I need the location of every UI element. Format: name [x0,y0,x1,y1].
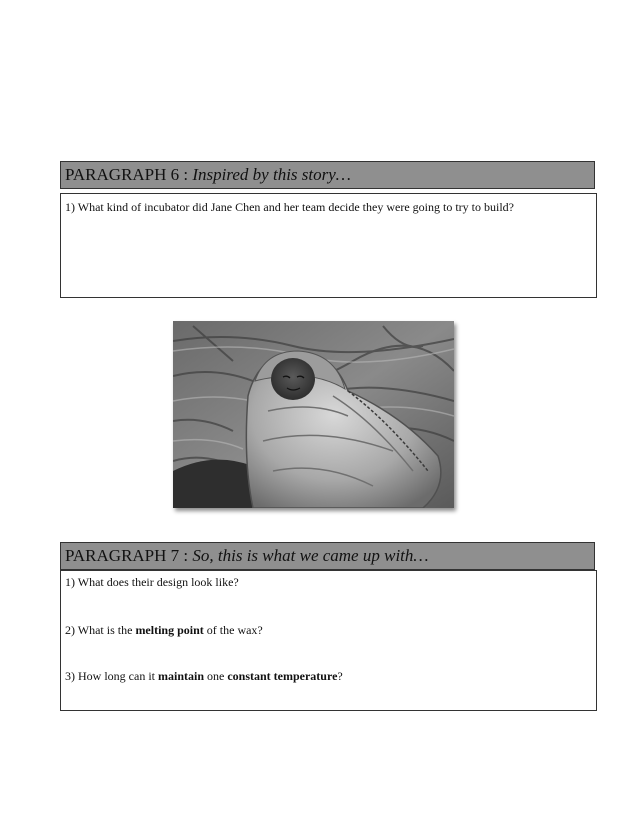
question-7-3-text-end: ? [337,669,343,683]
paragraph-6-header [60,161,595,189]
question-7-3 [65,669,343,683]
question-7-2-bold: melting point [135,623,204,637]
question-7-2 [65,623,263,637]
question-7-3-bold-2: constant temperature [227,669,338,683]
question-7-3-text: 3) How long can it [65,669,158,683]
question-7-1: 1) What does their design look like? [65,575,239,589]
question-7-2-text: 2) What is the [65,623,136,637]
paragraph-7-label: PARAGRAPH 7 : [65,546,193,565]
paragraph-6-answer-box[interactable] [60,193,597,298]
question-7-3-text-mid: one [204,669,228,683]
question-6-1: 1) What kind of incubator did Jane Chen and her team decide they were going to try to build? [65,200,514,214]
paragraph-6-subtitle: Inspired by this story… [192,165,351,184]
question-7-2-text-end: of the wax? [203,623,263,637]
paragraph-7-answer-box[interactable] [60,570,597,711]
baby-incubator-photo [173,321,454,508]
paragraph-7-subtitle: So, this is what we came up with… [192,546,429,565]
question-7-3-bold-1: maintain [157,669,204,683]
paragraph-7-header [60,542,595,570]
paragraph-6-label: PARAGRAPH 6 : [65,165,193,184]
